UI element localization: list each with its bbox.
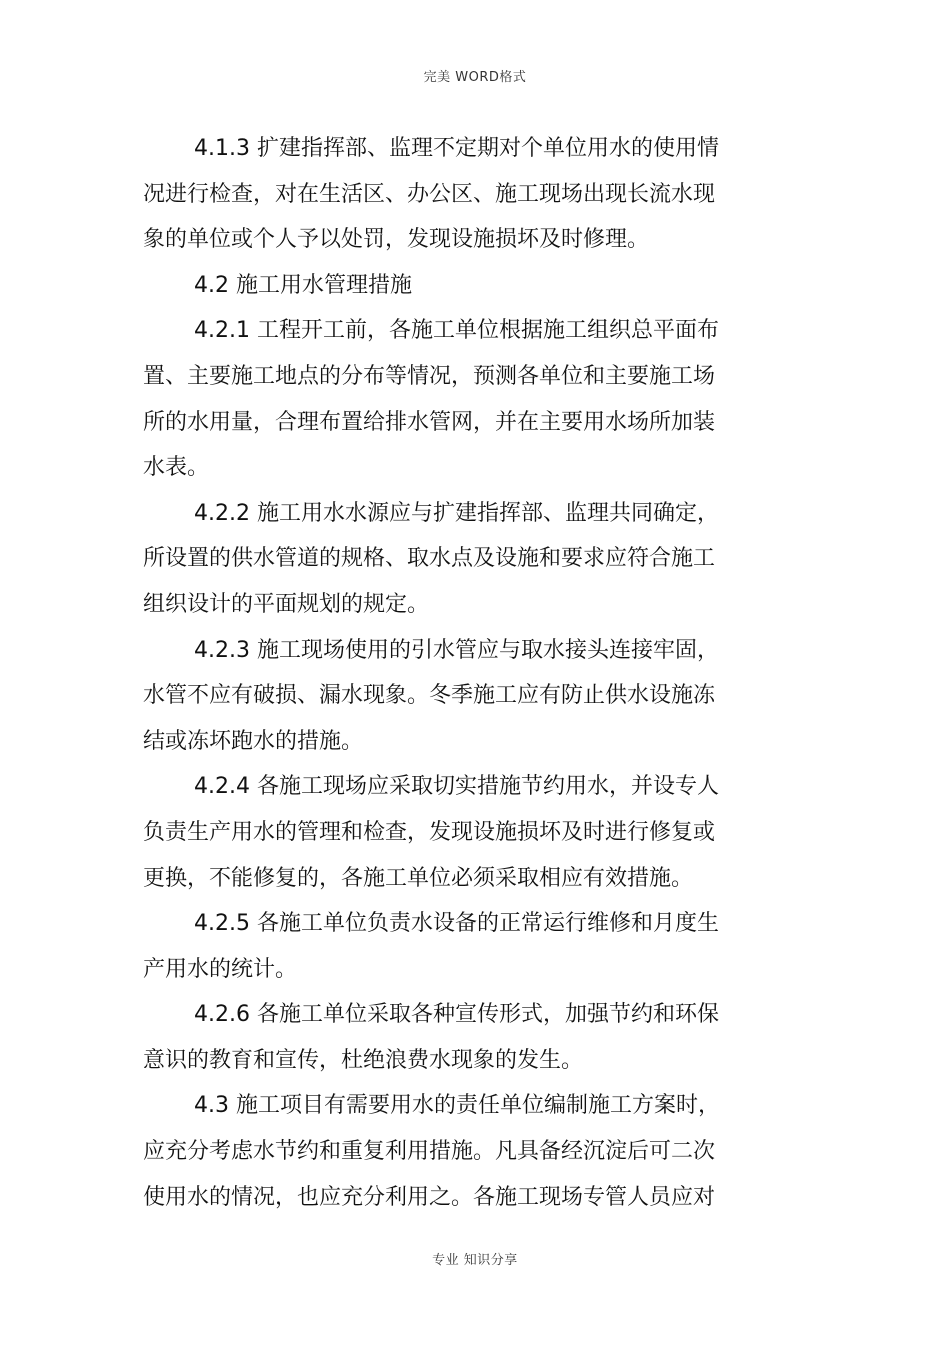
section-heading: 4.2 施工用水管理措施 [194, 272, 412, 298]
text-line: 应充分考虑水节约和重复利用措施。凡具备经沉淀后可二次 [143, 1139, 716, 1165]
text-line: 所的水用量，合理布置给排水管网，并在主要用水场所加装 [143, 409, 716, 435]
text-line: 产用水的统计。 [143, 956, 298, 982]
text-line: 组织设计的平面规划的规定。 [143, 591, 430, 617]
document-body [143, 126, 763, 1220]
text-line: 使用水的情况，也应充分利用之。各施工现场专管人员应对 [143, 1184, 716, 1210]
text-line: 4.3 施工项目有需要用水的责任单位编制施工方案时， [194, 1093, 720, 1119]
text-line: 4.1.3 扩建指挥部、监理不定期对个单位用水的使用情 [194, 136, 719, 161]
text-line: 4.2.4 各施工现场应采取切实措施节约用水，并设专人 [194, 774, 719, 800]
text-line: 4.2.1 工程开工前，各施工单位根据施工组织总平面布 [194, 318, 719, 344]
text-line: 意识的教育和宣传，杜绝浪费水现象的发生。 [143, 1047, 584, 1073]
text-line: 负责生产用水的管理和检查，发现设施损坏及时进行修复或 [143, 819, 716, 845]
page-footer: 专业 知识分享 [432, 1253, 518, 1268]
text-line: 所设置的供水管道的规格、取水点及设施和要求应符合施工 [143, 546, 716, 572]
text-line: 4.2.2 施工用水水源应与扩建指挥部、监理共同确定， [194, 500, 719, 526]
text-line: 结或冻坏跑水的措施。 [143, 728, 364, 754]
page-header: 完美 WORD格式 [423, 70, 527, 85]
text-line: 水管不应有破损、漏水现象。冬季施工应有防止供水设施冻 [143, 683, 716, 709]
text-line: 4.2.6 各施工单位采取各种宣传形式，加强节约和环保 [194, 1002, 719, 1028]
text-line: 象的单位或个人予以处罚，发现设施损坏及时修理。 [143, 227, 650, 253]
text-line: 况进行检查，对在生活区、办公区、施工现场出现长流水现 [143, 181, 716, 207]
text-line: 水表。 [143, 455, 210, 481]
text-line: 4.2.3 施工现场使用的引水管应与取水接头连接牢固， [194, 637, 719, 663]
text-line: 4.2.5 各施工单位负责水设备的正常运行维修和月度生 [194, 911, 719, 937]
text-line: 置、主要施工地点的分布等情况，预测各单位和主要施工场 [143, 363, 716, 389]
text-line: 更换，不能修复的，各施工单位必须采取相应有效措施。 [143, 865, 694, 891]
